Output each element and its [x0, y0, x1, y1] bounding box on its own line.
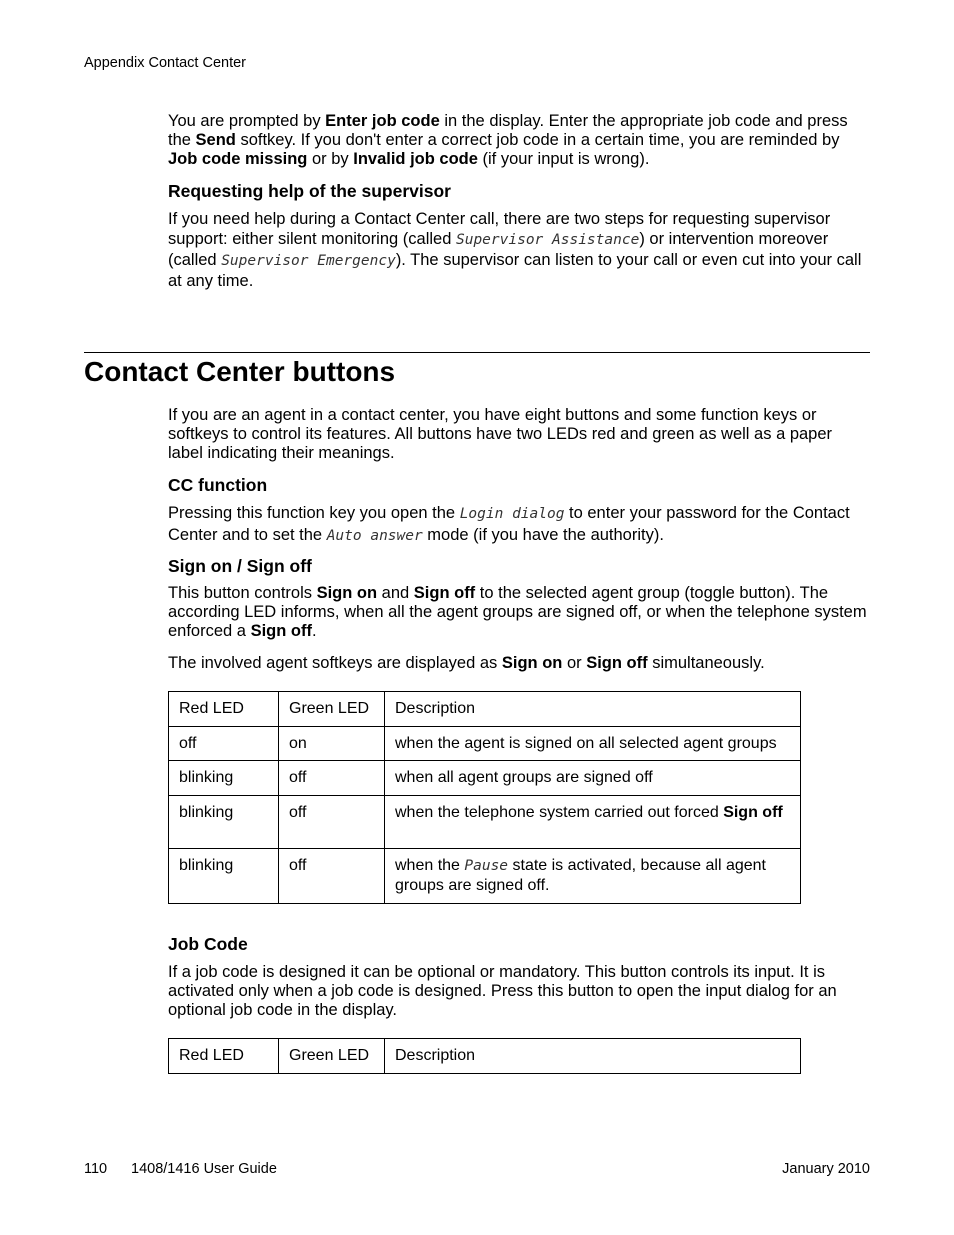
- page-number: 110: [84, 1161, 108, 1177]
- header-cell-red-led: Red LED: [169, 692, 279, 727]
- supervisor-help-heading: Requesting help of the supervisor: [168, 181, 451, 201]
- red-led-cell: blinking: [169, 849, 279, 904]
- job-code-led-table: [168, 1038, 801, 1074]
- table-row: [169, 727, 801, 761]
- description-cell: when all agent groups are signed off: [385, 761, 801, 796]
- softkeys-paragraph: The involved agent softkeys are displayed as Sign on or Sign off simultaneously.: [168, 654, 765, 672]
- table-row: [169, 761, 801, 796]
- table-header-row: [169, 1039, 801, 1074]
- footer-guide-title: 1408/1416 User Guide: [131, 1161, 277, 1177]
- table-header-row: [169, 692, 801, 727]
- running-header: Appendix Contact Center: [84, 55, 247, 71]
- section-title: Contact Center buttons: [84, 356, 396, 387]
- footer-date: January 2010: [782, 1161, 870, 1177]
- description-cell: when the Pause state is activated, because all agent groups are signed off.: [385, 849, 801, 904]
- table-row: [169, 849, 801, 904]
- job-code-heading: Job Code: [168, 934, 248, 954]
- red-led-cell: blinking: [169, 761, 279, 796]
- header-cell-description: Description: [385, 692, 801, 727]
- description-cell: when the agent is signed on all selected agent groups: [385, 727, 801, 761]
- sign-on-off-heading: Sign on / Sign off: [168, 556, 312, 576]
- green-led-cell: off: [279, 761, 385, 796]
- table-row: [169, 796, 801, 849]
- supervisor-help-paragraph: If you need help during a Contact Center call, there are two steps for requesting supervisor support: either silent monitoring (called Supervisor Assistance) or intervention moreover (called Supervisor Emergency). The supervisor can listen to your call or even cut into your call at any time.: [168, 210, 862, 290]
- red-led-cell: blinking: [169, 796, 279, 849]
- cc-function-heading: CC function: [168, 475, 268, 495]
- green-led-cell: off: [279, 796, 385, 849]
- cc-function-paragraph: Pressing this function key you open the Login dialog to enter your password for the Contact Center and to set the Auto answer mode (if you have the authority).: [168, 504, 850, 544]
- job-code-prompt-paragraph: You are prompted by Enter job code in the display. Enter the appropriate job code and press the Send softkey. If you don't enter a correct job code in a certain time, you are reminded by Job code missing or by Invalid job code (if your input is wrong).: [168, 112, 848, 168]
- header-cell-description: Description: [385, 1039, 801, 1074]
- header-cell-green-led: Green LED: [279, 692, 385, 727]
- green-led-cell: off: [279, 849, 385, 904]
- green-led-cell: on: [279, 727, 385, 761]
- job-code-paragraph: If a job code is designed it can be optional or mandatory. This button controls its input. It is activated only when a job code is designed. Press this button to open the input dialog for an optional job code in the display.: [168, 963, 837, 1019]
- red-led-cell: off: [169, 727, 279, 761]
- description-cell: when the telephone system carried out forced Sign off: [385, 796, 801, 849]
- sign-on-led-table: [168, 691, 801, 904]
- header-cell-red-led: Red LED: [169, 1039, 279, 1074]
- section-intro-paragraph: If you are an agent in a contact center, you have eight buttons and some function keys or softkeys to control its features. All buttons have two LEDs red and green as well as a paper label indicating their meanings.: [168, 406, 833, 462]
- header-cell-green-led: Green LED: [279, 1039, 385, 1074]
- sign-on-off-paragraph: This button controls Sign on and Sign off to the selected agent group (toggle button). The according LED informs, when all the agent groups are signed off, or when the telephone system enforced a Sign off.: [168, 584, 867, 640]
- section-divider: [84, 352, 870, 353]
